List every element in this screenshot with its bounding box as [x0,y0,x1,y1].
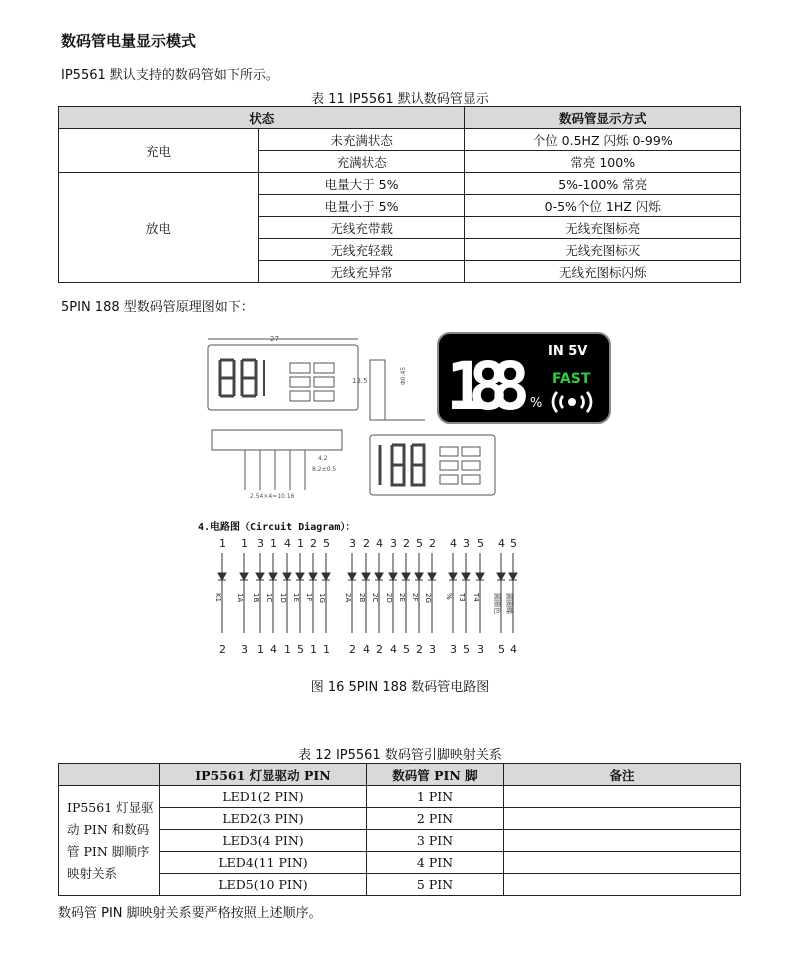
circuit-diagram [195,535,595,660]
diode-symbol [375,573,383,580]
segment-label: 1E [292,593,300,602]
bottom-pin-label: 1 [323,643,330,656]
intro-text: IP5561 默认支持的数码管如下所示。 [61,68,279,83]
table12-header-blank [59,764,160,786]
table-cell [504,786,741,808]
top-pin-label: 1 [270,537,277,550]
bottom-pin-label: 3 [429,643,436,656]
segment-label: 1A [236,593,244,603]
dim-d1: 4.2 [318,455,328,462]
table-cell: LED3(4 PIN) [160,830,367,852]
top-pin-label: 2 [429,537,436,550]
segment-label: % [445,593,453,600]
diode-symbol [462,573,470,580]
bottom-pin-label: 5 [463,643,470,656]
segment-label: K1 [214,593,222,603]
table-cell: 无线充图标闪烁 [465,261,741,283]
top-pin-label: 5 [323,537,330,550]
section-title: 数码管电量显示模式 [61,32,197,50]
segment-label: 圆圈蝶 [505,593,513,614]
bottom-pin-label: 2 [376,643,383,656]
group-charge: 充电 [59,129,259,173]
top-pin-label: 4 [284,537,291,550]
segment-label: 2F [411,593,419,602]
table-cell: 无线充异常 [258,261,465,283]
table-cell: LED5(10 PIN) [160,874,367,896]
top-pin-label: 4 [498,537,505,550]
diode-symbol [476,573,484,580]
table-cell: 电量大于 5% [258,173,465,195]
bottom-pin-label: 5 [498,643,505,656]
top-pin-label: 2 [310,537,317,550]
table-cell: 5 PIN [367,874,504,896]
table-cell [504,874,741,896]
segment-label: 1D [279,593,287,603]
table-cell: 0-5%个位 1HZ 闪烁 [465,195,741,217]
table-cell: 5%-100% 常亮 [465,173,741,195]
table12-header-note: 备注 [504,764,741,786]
diode-symbol [509,573,517,580]
table-cell: 无线充轻载 [258,239,465,261]
diode-symbol [240,573,248,580]
table-cell: 未充满状态 [258,129,465,151]
top-pin-label: 2 [363,537,370,550]
bottom-pin-label: 3 [241,643,248,656]
diode-symbol [296,573,304,580]
group-discharge: 放电 [59,173,259,283]
table-cell [504,830,741,852]
bottom-pin-label: 5 [297,643,304,656]
top-pin-label: 4 [450,537,457,550]
table12-header-drive: IP5561 灯显驱动 PIN [160,764,367,786]
table-cell: 无线充图标亮 [465,217,741,239]
segment-label: 2A [344,593,352,603]
table-cell [504,808,741,830]
bottom-pin-label: 3 [477,643,484,656]
circuit-title: 4.电路图（Circuit Diagram）： [198,522,356,533]
top-pin-label: 1 [219,537,226,550]
diode-symbol [389,573,397,580]
segment-label: 2E [398,593,406,602]
table-cell: 无线充带载 [258,217,465,239]
diode-symbol [269,573,277,580]
group-mapping-label: IP5561 灯显驱动 PIN 和数码管 PIN 脚顺序映射关系 [59,786,160,896]
diode-symbol [415,573,423,580]
segment-label: 2B [358,593,366,603]
bottom-pin-label: 5 [403,643,410,656]
table-cell: 常亮 100% [465,151,741,173]
bottom-pin-label: 4 [390,643,397,656]
top-pin-label: 2 [403,537,410,550]
footer-note: 数码管 PIN 脚映射关系要严格按照上述顺序。 [58,906,322,921]
diode-symbol [322,573,330,580]
segment-label: 2D [385,593,393,603]
lcd-fast-label: FAST [552,371,591,387]
table-cell: 个位 0.5HZ 闪烁 0-99% [465,129,741,151]
top-pin-label: 1 [241,537,248,550]
segment-label: 2C [371,593,379,603]
table-cell: LED4(11 PIN) [160,852,367,874]
bottom-pin-label: 4 [510,643,517,656]
table-cell: 2 PIN [367,808,504,830]
table12-header-pin: 数码管 PIN 脚 [367,764,504,786]
bottom-pin-label: 4 [363,643,370,656]
segment-label: 2G [424,593,432,603]
diode-symbol [218,573,226,580]
table11-header-display: 数码管显示方式 [465,107,741,129]
bottom-pin-label: 2 [219,643,226,656]
diode-symbol [497,573,505,580]
table-cell: 无线充图标灭 [465,239,741,261]
segment-label: T3 [458,593,466,602]
table-cell: LED2(3 PIN) [160,808,367,830]
table-cell [504,852,741,874]
diode-symbol [348,573,356,580]
segment-label: 1G [318,593,326,603]
top-pin-label: 3 [257,537,264,550]
top-pin-label: 3 [349,537,356,550]
table11-caption: 表 11 IP5561 默认数码管显示 [311,92,489,107]
diode-symbol [283,573,291,580]
top-pin-label: 1 [297,537,304,550]
diode-symbol [428,573,436,580]
table-cell: 1 PIN [367,786,504,808]
segment-label: 1F [305,593,313,602]
diode-symbol [256,573,264,580]
dim-d3: Φ0.45 [400,366,407,385]
top-pin-label: 3 [463,537,470,550]
table-cell: 电量小于 5% [258,195,465,217]
segment-label: 1B [252,593,260,603]
table-cell: LED1(2 PIN) [160,786,367,808]
bottom-pin-label: 1 [310,643,317,656]
table12-caption: 表 12 IP5561 数码管引脚映射关系 [298,748,502,763]
bottom-pin-label: 1 [257,643,264,656]
lcd-in-label: IN 5V [548,344,588,359]
bottom-pin-label: 3 [450,643,457,656]
bottom-pin-label: 2 [349,643,356,656]
dim-width: 27 [270,335,279,343]
table11 [58,106,741,283]
top-pin-label: 3 [390,537,397,550]
dim-pitch: 2.54×4=10.16 [250,493,295,500]
diode-symbol [362,573,370,580]
schematic-intro: 5PIN 188 型数码管原理图如下： [61,300,254,315]
table-cell: 3 PIN [367,830,504,852]
top-pin-label: 5 [510,537,517,550]
table-cell: 充满状态 [258,151,465,173]
segment-label: 1C [265,593,273,603]
bottom-pin-label: 4 [270,643,277,656]
top-pin-label: 5 [477,537,484,550]
dim-d2: 8.2±0.5 [312,466,337,473]
mechanical-drawing [200,325,620,500]
top-pin-label: 4 [376,537,383,550]
diode-symbol [402,573,410,580]
bottom-pin-label: 1 [284,643,291,656]
diode-symbol [449,573,457,580]
bottom-pin-label: 2 [416,643,423,656]
top-pin-label: 5 [416,537,423,550]
lcd-percent: % [530,396,543,411]
lcd-digits: 188 [446,348,530,425]
diode-symbol [309,573,317,580]
segment-label: 圆圈色 [493,593,501,614]
table12 [58,763,741,896]
figure16-caption: 图 16 5PIN 188 数码管电路图 [310,680,490,695]
table11-header-state: 状态 [59,107,465,129]
segment-label: T4 [472,593,480,602]
table-cell: 4 PIN [367,852,504,874]
dim-height: 13.5 [352,377,368,385]
